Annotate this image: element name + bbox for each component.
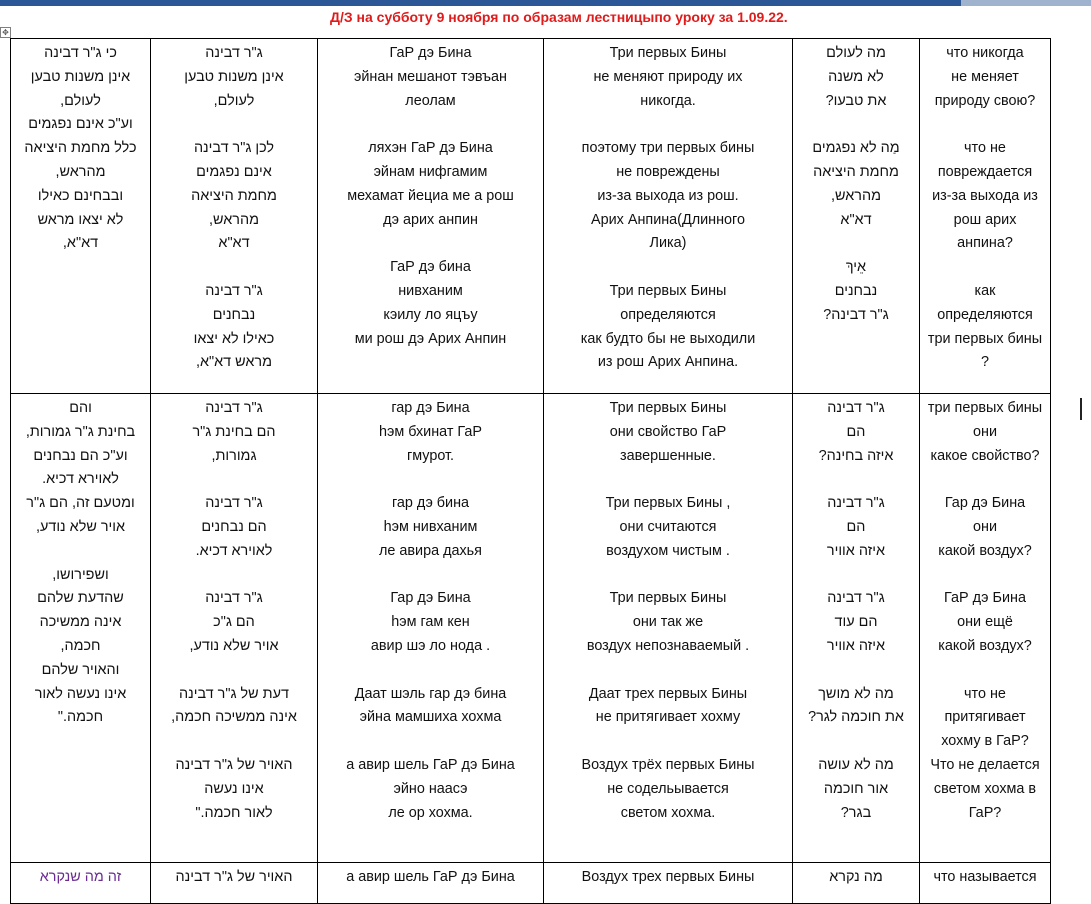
cell-line: Воздух трех первых Бины	[581, 869, 755, 885]
cell-line: эйнам нифгамим	[373, 163, 488, 180]
cell-line: זה מה שנקרא	[39, 869, 122, 885]
text-cursor	[1080, 398, 1082, 420]
cell-line: авир шэ ло нода .	[370, 637, 491, 654]
cell-line: Три первых Бины	[609, 282, 727, 299]
table-cell[interactable]	[544, 863, 793, 904]
table-cell[interactable]	[318, 394, 544, 863]
cell-line	[548, 256, 788, 280]
table-cell[interactable]	[318, 39, 544, 394]
cell-line: ג"ר דבינה	[205, 400, 263, 416]
cell-line	[924, 659, 1046, 683]
cell-line	[924, 468, 1046, 492]
cell-line: דא"א,	[62, 235, 99, 252]
cell-line	[924, 564, 1046, 588]
table-cell[interactable]	[318, 863, 544, 904]
cell-line: они считаются	[619, 518, 717, 535]
cell-line: мехамат йециа ме а рош	[347, 187, 514, 204]
cell-line: что никогда	[946, 45, 1024, 61]
table-cell[interactable]	[920, 394, 1051, 863]
cell-line: לעולם,	[60, 92, 101, 109]
cell-line: ?	[980, 354, 989, 371]
lesson-table	[10, 38, 1051, 904]
cell-line	[548, 730, 788, 754]
cell-line: לאור חכמה."	[195, 804, 273, 821]
cell-line	[155, 113, 313, 137]
cell-line	[924, 256, 1046, 280]
cell-line	[155, 659, 313, 683]
cell-line: דא"א	[218, 235, 250, 252]
table-cell[interactable]	[793, 394, 920, 863]
cell-line: ג"ר דבינה	[827, 590, 885, 607]
cell-line: ГаР дэ Бина	[944, 590, 1026, 607]
cell-line: Воздух трёх первых Бины	[581, 756, 755, 773]
cell-line: воздух непознаваемый .	[586, 637, 750, 654]
cell-line: Три первых Бины	[609, 590, 727, 607]
cell-line: гар дэ Бина	[391, 400, 470, 416]
cell-line: Три первых Бины	[609, 45, 727, 61]
cell-line: הם	[846, 518, 866, 535]
cell-line: מַה לא נפגמים	[812, 140, 900, 157]
cell-line: ГаР?	[968, 804, 1002, 821]
cell-line: ми рош дэ Арих Анпин	[354, 330, 507, 347]
cell-line: הם נבחנים	[201, 518, 267, 535]
cell-line: не повреждены	[616, 163, 720, 180]
cell-line: определяются	[937, 306, 1033, 323]
page-title: Д/З на субботу 9 ноября по образам лестницыпо уроку за 1.09.22.	[330, 9, 788, 25]
cell-line: ГаР дэ Бина	[389, 45, 472, 61]
table-cell[interactable]	[151, 394, 318, 863]
cell-line: не притягивает хохму	[595, 709, 741, 726]
cell-line: Гар дэ Бина	[390, 590, 471, 607]
cell-line: ג"ר דבינה	[205, 590, 263, 607]
cell-line: не меняют природу их	[593, 68, 743, 85]
cell-line: לכן ג"ר דבינה	[193, 140, 275, 157]
cell-line: повреждается	[937, 163, 1033, 180]
cell-line: хохму в ГаР?	[941, 733, 1029, 750]
cell-line: אינן משנות טבען	[30, 68, 131, 85]
cell-line: рош арих	[953, 211, 1017, 228]
cell-line: эйнан мешанот тэвъан	[354, 68, 507, 85]
cell-line: וע"כ אינם נפגמים	[28, 116, 133, 133]
table-cell[interactable]	[793, 863, 920, 904]
cell-line	[797, 468, 915, 492]
cell-line: אינה ממשיכה חכמה,	[171, 709, 297, 726]
cell-line: האויר של ג"ר דבינה	[175, 869, 293, 885]
table-cell[interactable]	[920, 863, 1051, 904]
cell-line: לא משנה	[828, 68, 884, 85]
cell-line: воздухом чистым .	[606, 542, 730, 559]
cell-line: из-за выхода из рош.	[597, 187, 739, 204]
cell-line: לעולם,	[213, 92, 255, 109]
cell-line: איזה בחינה?	[818, 447, 894, 464]
cell-line: hэм гам кен	[391, 614, 470, 631]
cell-line: леолам	[405, 92, 456, 109]
cell-line: מהראש,	[55, 163, 106, 180]
cell-line	[797, 730, 915, 754]
table-row	[11, 394, 1051, 863]
table-cell[interactable]	[151, 39, 318, 394]
cell-line: מראש דא"א,	[196, 354, 272, 371]
cell-line: חכמה,	[60, 637, 101, 654]
table-cell[interactable]	[920, 39, 1051, 394]
cell-line: אינה ממשיכה	[39, 614, 122, 631]
cell-line: дэ арих анпин	[383, 211, 478, 228]
cell-line: из-за выхода из	[932, 187, 1038, 204]
cell-line: את חוכמה לגר?	[808, 709, 904, 726]
cell-line: какой воздух?	[938, 637, 1032, 654]
cell-line: Три первых Бины ,	[605, 495, 731, 512]
cell-line: אויר שלא נודע,	[189, 637, 279, 654]
table-cell[interactable]	[544, 394, 793, 863]
cell-line: מה לא עושה	[818, 756, 894, 773]
cell-line: אויר שלא נודע,	[35, 518, 126, 535]
cell-line: מחמת היציאה	[813, 163, 899, 180]
table-cell[interactable]	[11, 863, 151, 904]
cell-line: они	[973, 518, 997, 535]
cell-line: מחמת היציאה	[191, 187, 277, 204]
cell-line: завершенные.	[620, 447, 716, 464]
cell-line: ג"ר דבינה	[827, 495, 885, 512]
cell-line: הם בחינת ג"ר	[192, 423, 276, 440]
cell-line: איזה אוויר	[826, 542, 886, 559]
cell-line	[15, 540, 146, 564]
cell-line: מהראש,	[209, 211, 259, 228]
cell-line	[155, 564, 313, 588]
cell-line: притягивает	[944, 709, 1026, 726]
cell-line	[548, 564, 788, 588]
cell-line	[322, 564, 539, 588]
cell-line: эйно наасэ	[393, 780, 468, 797]
cell-line: они свойство ГаР	[609, 423, 727, 440]
cell-line: שהדעת שלהם	[37, 590, 124, 607]
cell-line	[155, 256, 313, 280]
cell-line: בגר?	[840, 804, 872, 821]
cell-line: והאויר שלהם	[41, 661, 120, 678]
cell-line: כי ג"ר דבינה	[44, 45, 117, 61]
cell-line	[322, 730, 539, 754]
cell-line: מהראש,	[831, 187, 881, 204]
cell-line: הם ג"כ	[213, 614, 255, 631]
cell-line: нивханим	[398, 282, 463, 299]
cell-line: из рош Арих Анпина.	[597, 354, 739, 371]
cell-line	[797, 564, 915, 588]
cell-line	[322, 659, 539, 683]
cell-line: לא יצאו מראש	[37, 211, 124, 228]
window-top-bar-right	[961, 0, 1091, 6]
cell-line: לאוירא דכיא.	[195, 542, 273, 559]
cell-line: Гар дэ Бина	[944, 495, 1026, 512]
cell-line: они	[973, 423, 997, 440]
cell-line: ле ор хохма.	[388, 804, 473, 821]
cell-line: какой воздух?	[938, 542, 1032, 559]
cell-line: ג"ר דבינה	[205, 282, 263, 299]
cell-line: הם	[846, 423, 866, 440]
cell-line: ג"ר דבינה?	[823, 306, 889, 323]
cell-line: они ещё	[957, 614, 1013, 631]
cell-line: כאילו לא יצאו	[193, 330, 275, 347]
cell-line: никогда.	[640, 92, 696, 109]
table-cell[interactable]	[151, 863, 318, 904]
cell-line	[322, 232, 539, 256]
cell-line: светом хохма.	[620, 804, 716, 821]
cell-line	[797, 659, 915, 683]
cell-line: а авир шель ГаР дэ Бина	[346, 756, 515, 773]
cell-line: ляхэн ГаР дэ Бина	[368, 140, 493, 157]
cell-line: ומטעם זה, הם ג"ר	[26, 495, 135, 512]
cell-line: ГаР дэ бина	[390, 259, 471, 276]
cell-line: אֵיךְ	[845, 259, 867, 276]
cell-line: Что не делается	[930, 756, 1040, 773]
cell-line: они так же	[632, 614, 704, 631]
cell-line: אינן משנות טבען	[184, 68, 284, 85]
cell-line: כלל מחמת היציאה	[24, 140, 137, 157]
cell-line: Арих Анпина(Длинного	[591, 211, 745, 228]
cell-line: Три первых Бины	[609, 400, 727, 416]
cell-line	[322, 113, 539, 137]
cell-line: ле авира дахья	[379, 542, 482, 559]
cell-line: אינם נפגמים	[196, 163, 272, 180]
cell-line: נבחנים	[834, 282, 878, 299]
cell-line: эйна мамшиха хохма	[359, 709, 502, 726]
cell-line: Лика)	[649, 235, 687, 252]
cell-line: hэм нивханим	[383, 518, 478, 535]
cell-line: гар дэ бина	[391, 495, 470, 512]
cell-line: אינו נעשה	[204, 780, 264, 797]
cell-line: דעת של ג"ר דבינה	[179, 685, 289, 702]
table-row	[11, 863, 1051, 904]
cell-line	[155, 468, 313, 492]
cell-line: אור חוכמה	[823, 780, 889, 797]
cell-line	[548, 659, 788, 683]
cell-line: איזה אוויר	[826, 637, 886, 654]
cell-line	[548, 468, 788, 492]
cell-line: как	[974, 282, 996, 299]
cell-line: ג"ר דבינה	[827, 400, 885, 416]
table-move-handle-icon[interactable]: ✥	[0, 27, 11, 38]
cell-line: גמורות,	[211, 447, 257, 464]
table-cell[interactable]	[11, 394, 151, 863]
cell-line: מה לא מושך	[818, 685, 894, 702]
cell-line: три первых бины	[927, 400, 1043, 416]
cell-line: אינו נעשה לאור	[34, 685, 127, 702]
cell-line: הם עוד	[834, 614, 878, 631]
cell-line: природу свою?	[934, 92, 1036, 109]
cell-line: что не	[964, 685, 1006, 702]
cell-line: ובבחינם כאילו	[37, 187, 124, 204]
cell-line: не меняет	[951, 68, 1019, 85]
cell-line: חכמה."	[57, 709, 104, 726]
cell-line: ושפירושו,	[52, 566, 109, 583]
cell-line: не содельывается	[607, 780, 729, 797]
cell-line: בחינת ג"ר גמורות,	[25, 423, 136, 440]
cell-line: Даат шэль гар дэ бина	[354, 685, 507, 702]
cell-line: מה לעולם	[826, 45, 886, 61]
cell-line: светом хохма в	[933, 780, 1037, 797]
cell-line: три первых бины	[927, 330, 1043, 347]
cell-line: поэтому три первых бины	[581, 140, 755, 157]
cell-line: гмурот.	[406, 447, 455, 464]
cell-line: ג"ר דבינה	[205, 45, 263, 61]
cell-line: דא"א	[840, 211, 872, 228]
cell-line: как будто бы не выходили	[580, 330, 756, 347]
cell-line: что не	[964, 140, 1006, 157]
cell-line: кэилу ло яцъу	[383, 306, 478, 323]
cell-line: ג"ר דבינה	[205, 495, 263, 512]
cell-line: האויר של ג"ר דבינה	[175, 756, 293, 773]
cell-line: נבחנים	[212, 306, 256, 323]
cell-line: hэм бхинат ГаР	[378, 423, 483, 440]
cell-line	[155, 730, 313, 754]
cell-line: какое свойство?	[930, 447, 1040, 464]
cell-line: определяются	[620, 306, 716, 323]
cell-line: что называется	[933, 869, 1037, 885]
cell-line: מה נקרא	[829, 869, 883, 885]
table-cell[interactable]	[11, 39, 151, 394]
table-row	[11, 39, 1051, 394]
cell-line: анпина?	[957, 235, 1013, 252]
cell-line: את טבעו?	[825, 92, 887, 109]
cell-line: לאוירא דכיא.	[42, 471, 119, 488]
cell-line	[924, 113, 1046, 137]
cell-line: а авир шель ГаР дэ Бина	[346, 869, 515, 885]
cell-line	[322, 468, 539, 492]
cell-line: והם	[69, 400, 92, 416]
table-cell[interactable]	[544, 39, 793, 394]
cell-line	[548, 113, 788, 137]
cell-line	[797, 113, 915, 137]
cell-line: וע"כ הם נבחנים	[33, 447, 128, 464]
table-cell[interactable]	[793, 39, 920, 394]
cell-line: Даат трех первых Бины	[588, 685, 748, 702]
cell-line	[797, 232, 915, 256]
